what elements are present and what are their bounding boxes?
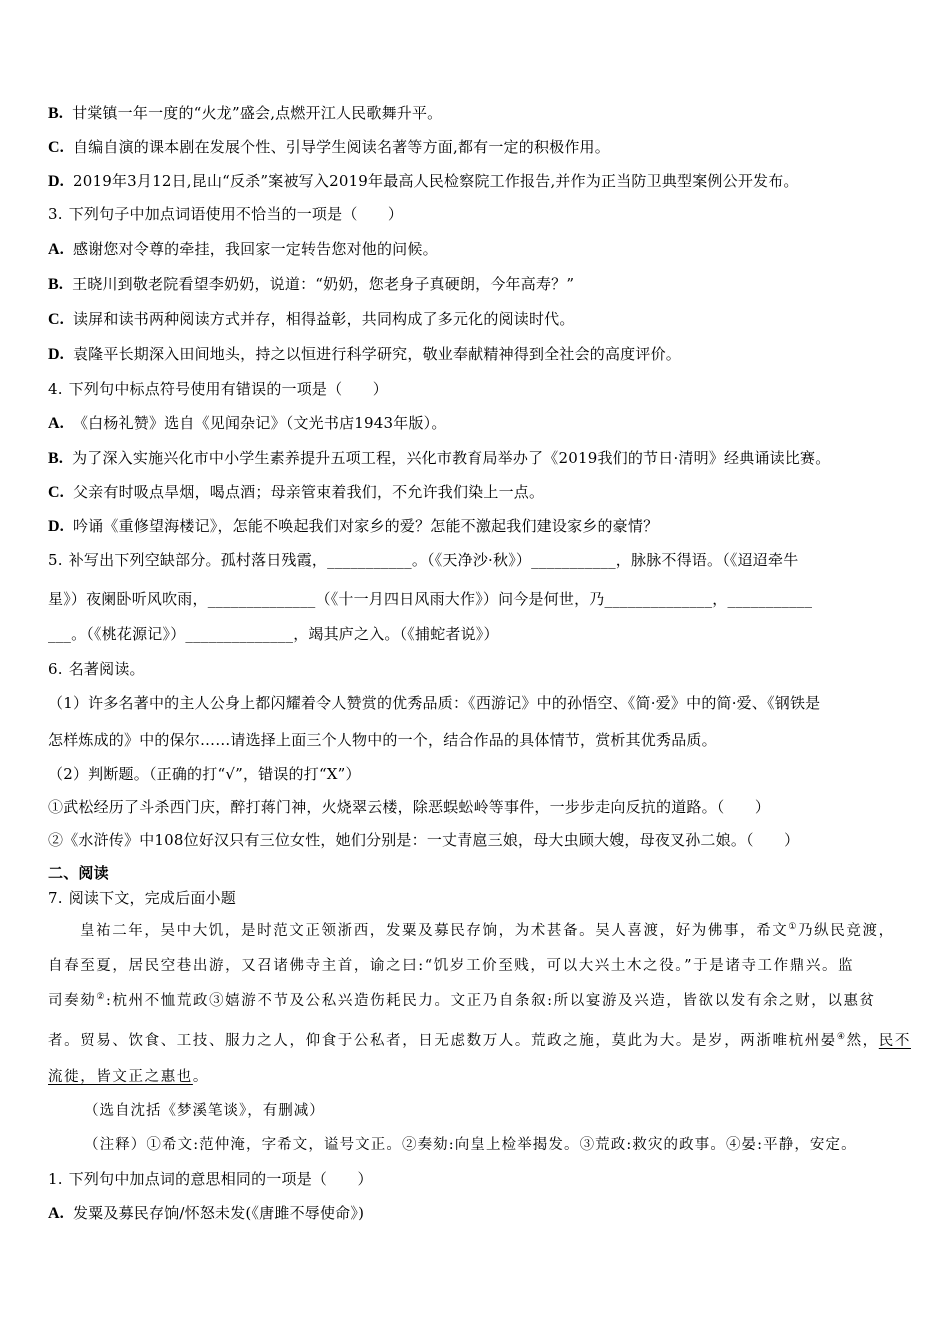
fill-blank-text: ___。（《桃花源记》）______________，竭其庐之入。（《捕蛇者说》） (48, 625, 499, 643)
passage-text: 然， (846, 1033, 879, 1049)
q3-option-a (48, 239, 910, 260)
q4-option-a (48, 413, 910, 434)
option-label: D. (48, 346, 64, 363)
question-number: 5. (48, 551, 63, 569)
question-stem: 下列句中标点符号使用有错误的一项是（ ） (68, 380, 388, 398)
option-text: 为了深入实施兴化市中小学生素养提升五项工程，兴化市教育局举办了《2019我们的节日·清明》经典诵读比赛。 (72, 449, 831, 467)
question-4-stem (48, 379, 910, 399)
question-number: 3. (48, 205, 63, 223)
question-3-stem (48, 204, 910, 224)
question-5-line (48, 624, 910, 644)
passage-text: 乃纵民竞渡， (798, 923, 895, 939)
question-text: ②《水浒传》中108位好汉只有三位女性，她们分别是：一丈青扈三娘，母大虫顾大嫂，母夜叉孙二娘。（ ） (48, 831, 800, 849)
q4-option-b (48, 448, 910, 469)
option-b (48, 103, 910, 124)
option-text: 发粟及募民存饷/怀怒未发(《唐雎不辱使命》) (72, 1204, 365, 1222)
question-text: 怎样炼成的》中的保尔……请选择上面三个人物中的一个，结合作品的具体情节，赏析其优秀品质。 (48, 731, 717, 749)
option-d (48, 171, 910, 192)
question-number: 4. (48, 380, 63, 398)
passage-text: 皇祐二年，吴中大饥，是时范文正领浙西，发粟及募民存饷，为术甚备。吴人喜渡，好为佛事，希文 (80, 923, 789, 939)
passage-text: 自春至夏，居民空巷出游，又召诸佛寺主首，谕之曰:“饥岁工价至贱，可以大兴土木之役。”于是诸寺工作鼎兴。监 (48, 958, 855, 974)
question-6-line (48, 797, 910, 817)
option-label: C. (48, 139, 64, 156)
q4-option-c (48, 482, 910, 503)
passage-line (48, 991, 910, 1011)
option-label: C. (48, 484, 64, 501)
passage-text: 。 (192, 1069, 210, 1085)
question-stem: 下列句中加点词的意思相同的一项是（ ） (68, 1170, 373, 1188)
option-label: B. (48, 450, 64, 467)
passage-text: 司奏劾 (48, 993, 97, 1009)
option-label: A. (48, 241, 64, 258)
q3-option-b (48, 274, 910, 295)
footnote-marker: ④ (836, 1032, 847, 1043)
sub-question-1-option-a (48, 1203, 910, 1224)
question-6-line (48, 764, 910, 784)
question-text: （1）许多名著中的主人公身上都闪耀着令人赞赏的优秀品质：《西游记》中的孙悟空、《简·爱》中的简·爱、《钢铁是 (48, 694, 821, 712)
q4-option-d (48, 516, 910, 537)
question-stem: 名著阅读。 (68, 660, 145, 678)
option-text: 吟诵《重修望海楼记》，怎能不唤起我们对家乡的爱？怎能不激起我们建设家乡的豪情？ (72, 517, 659, 535)
option-label: A. (48, 415, 64, 432)
option-label: A. (48, 1205, 64, 1222)
passage-notes: （注释）①希文:范仲淹，字希文，谥号文正。②奏劾:向皇上检举揭发。③荒政:救灾的政事。④晏:平静，安定。 (84, 1137, 857, 1153)
option-text: 自编自演的课本剧在发展个性、引导学生阅读名著等方面,都有一定的积极作用。 (72, 138, 610, 156)
question-6-line (48, 730, 910, 750)
question-7-instruction (48, 888, 910, 908)
footnote-marker: ① (788, 922, 799, 933)
passage-text: 者。贸易、饮食、工技、服力之人，仰食于公私者，日无虑数万人。荒政之施，莫此为大。是岁，两浙唯杭州晏 (48, 1033, 837, 1049)
option-text: 《白杨礼赞》选自《见闻杂记》（文光书店1943年版）。 (72, 414, 447, 432)
question-5-line (48, 589, 910, 609)
option-c (48, 137, 910, 158)
option-text: 父亲有时吸点旱烟，喝点酒；母亲管束着我们，不允许我们染上一点。 (72, 483, 545, 501)
option-label: B. (48, 276, 64, 293)
question-text: （2）判断题。（正确的打“√”，错误的打“X”） (48, 765, 361, 783)
question-number: 7. (48, 889, 63, 907)
footnote-marker: ② (96, 992, 106, 1003)
question-6-line (48, 693, 910, 713)
question-number: 1. (48, 1170, 63, 1188)
option-text: 甘棠镇一年一度的“火龙”盛会,点燃开江人民歌舞升平。 (72, 104, 443, 122)
passage-line (48, 956, 910, 976)
question-5-line (48, 550, 910, 570)
passage-line (48, 1067, 910, 1087)
question-6-title (48, 659, 910, 679)
underlined-sentence: 民不 (878, 1033, 911, 1049)
option-text: 感谢您对令尊的牵挂，我回家一定转告您对他的问候。 (72, 240, 438, 258)
passage-line (80, 921, 910, 941)
q3-option-d (48, 344, 910, 365)
option-label: C. (48, 311, 64, 328)
question-6-line (48, 830, 910, 850)
question-stem: 阅读下文，完成后面小题 (68, 889, 236, 907)
passage-line (48, 1031, 910, 1051)
fill-blank-text: 补写出下列空缺部分。孤村落日残霞，___________。（《天净沙·秋》）___________，脉脉不得语。（《迢迢牵牛 (68, 551, 799, 569)
option-text: 王晓川到敬老院看望李奶奶，说道：“奶奶，您老身子真硬朗，今年高寿？” (72, 275, 575, 293)
q3-option-c (48, 309, 910, 330)
passage-text: :杭州不恤荒政③嬉游不节及公私兴造伤耗民力。文正乃自条叙:所以宴游及兴造，皆欲以发有余之财，以惠贫 (105, 993, 876, 1009)
underlined-sentence: 流徙，皆文正之惠也 (48, 1069, 193, 1085)
passage-source: （选自沈括《梦溪笔谈》，有删减） (84, 1103, 325, 1119)
question-text: ①武松经历了斗杀西门庆，醉打蒋门神，火烧翠云楼，除恶蜈蚣岭等事件，一步步走向反抗的道路。（ ） (48, 798, 771, 816)
option-text: 袁隆平长期深入田间地头，持之以恒进行科学研究，敬业奉献精神得到全社会的高度评价。 (72, 345, 681, 363)
option-label: B. (48, 105, 64, 122)
section-title: 二、阅读 (48, 864, 109, 882)
option-text: 读屏和读书两种阅读方式并存，相得益彰，共同构成了多元化的阅读时代。 (72, 310, 575, 328)
question-stem: 下列句子中加点词语使用不恰当的一项是（ ） (68, 205, 404, 223)
sub-question-1 (48, 1169, 910, 1189)
question-number: 6. (48, 660, 63, 678)
option-label: D. (48, 173, 64, 190)
fill-blank-text: 星》）夜阑卧听风吹雨，______________（《十一月四日风雨大作》）问今是何世，乃______________，___________ (48, 590, 813, 608)
option-text: 2019年3月12日,昆山“反杀”案被写入2019年最高人民检察院工作报告,并作为正当防卫典型案例公开发布。 (72, 172, 799, 190)
option-label: D. (48, 518, 64, 535)
